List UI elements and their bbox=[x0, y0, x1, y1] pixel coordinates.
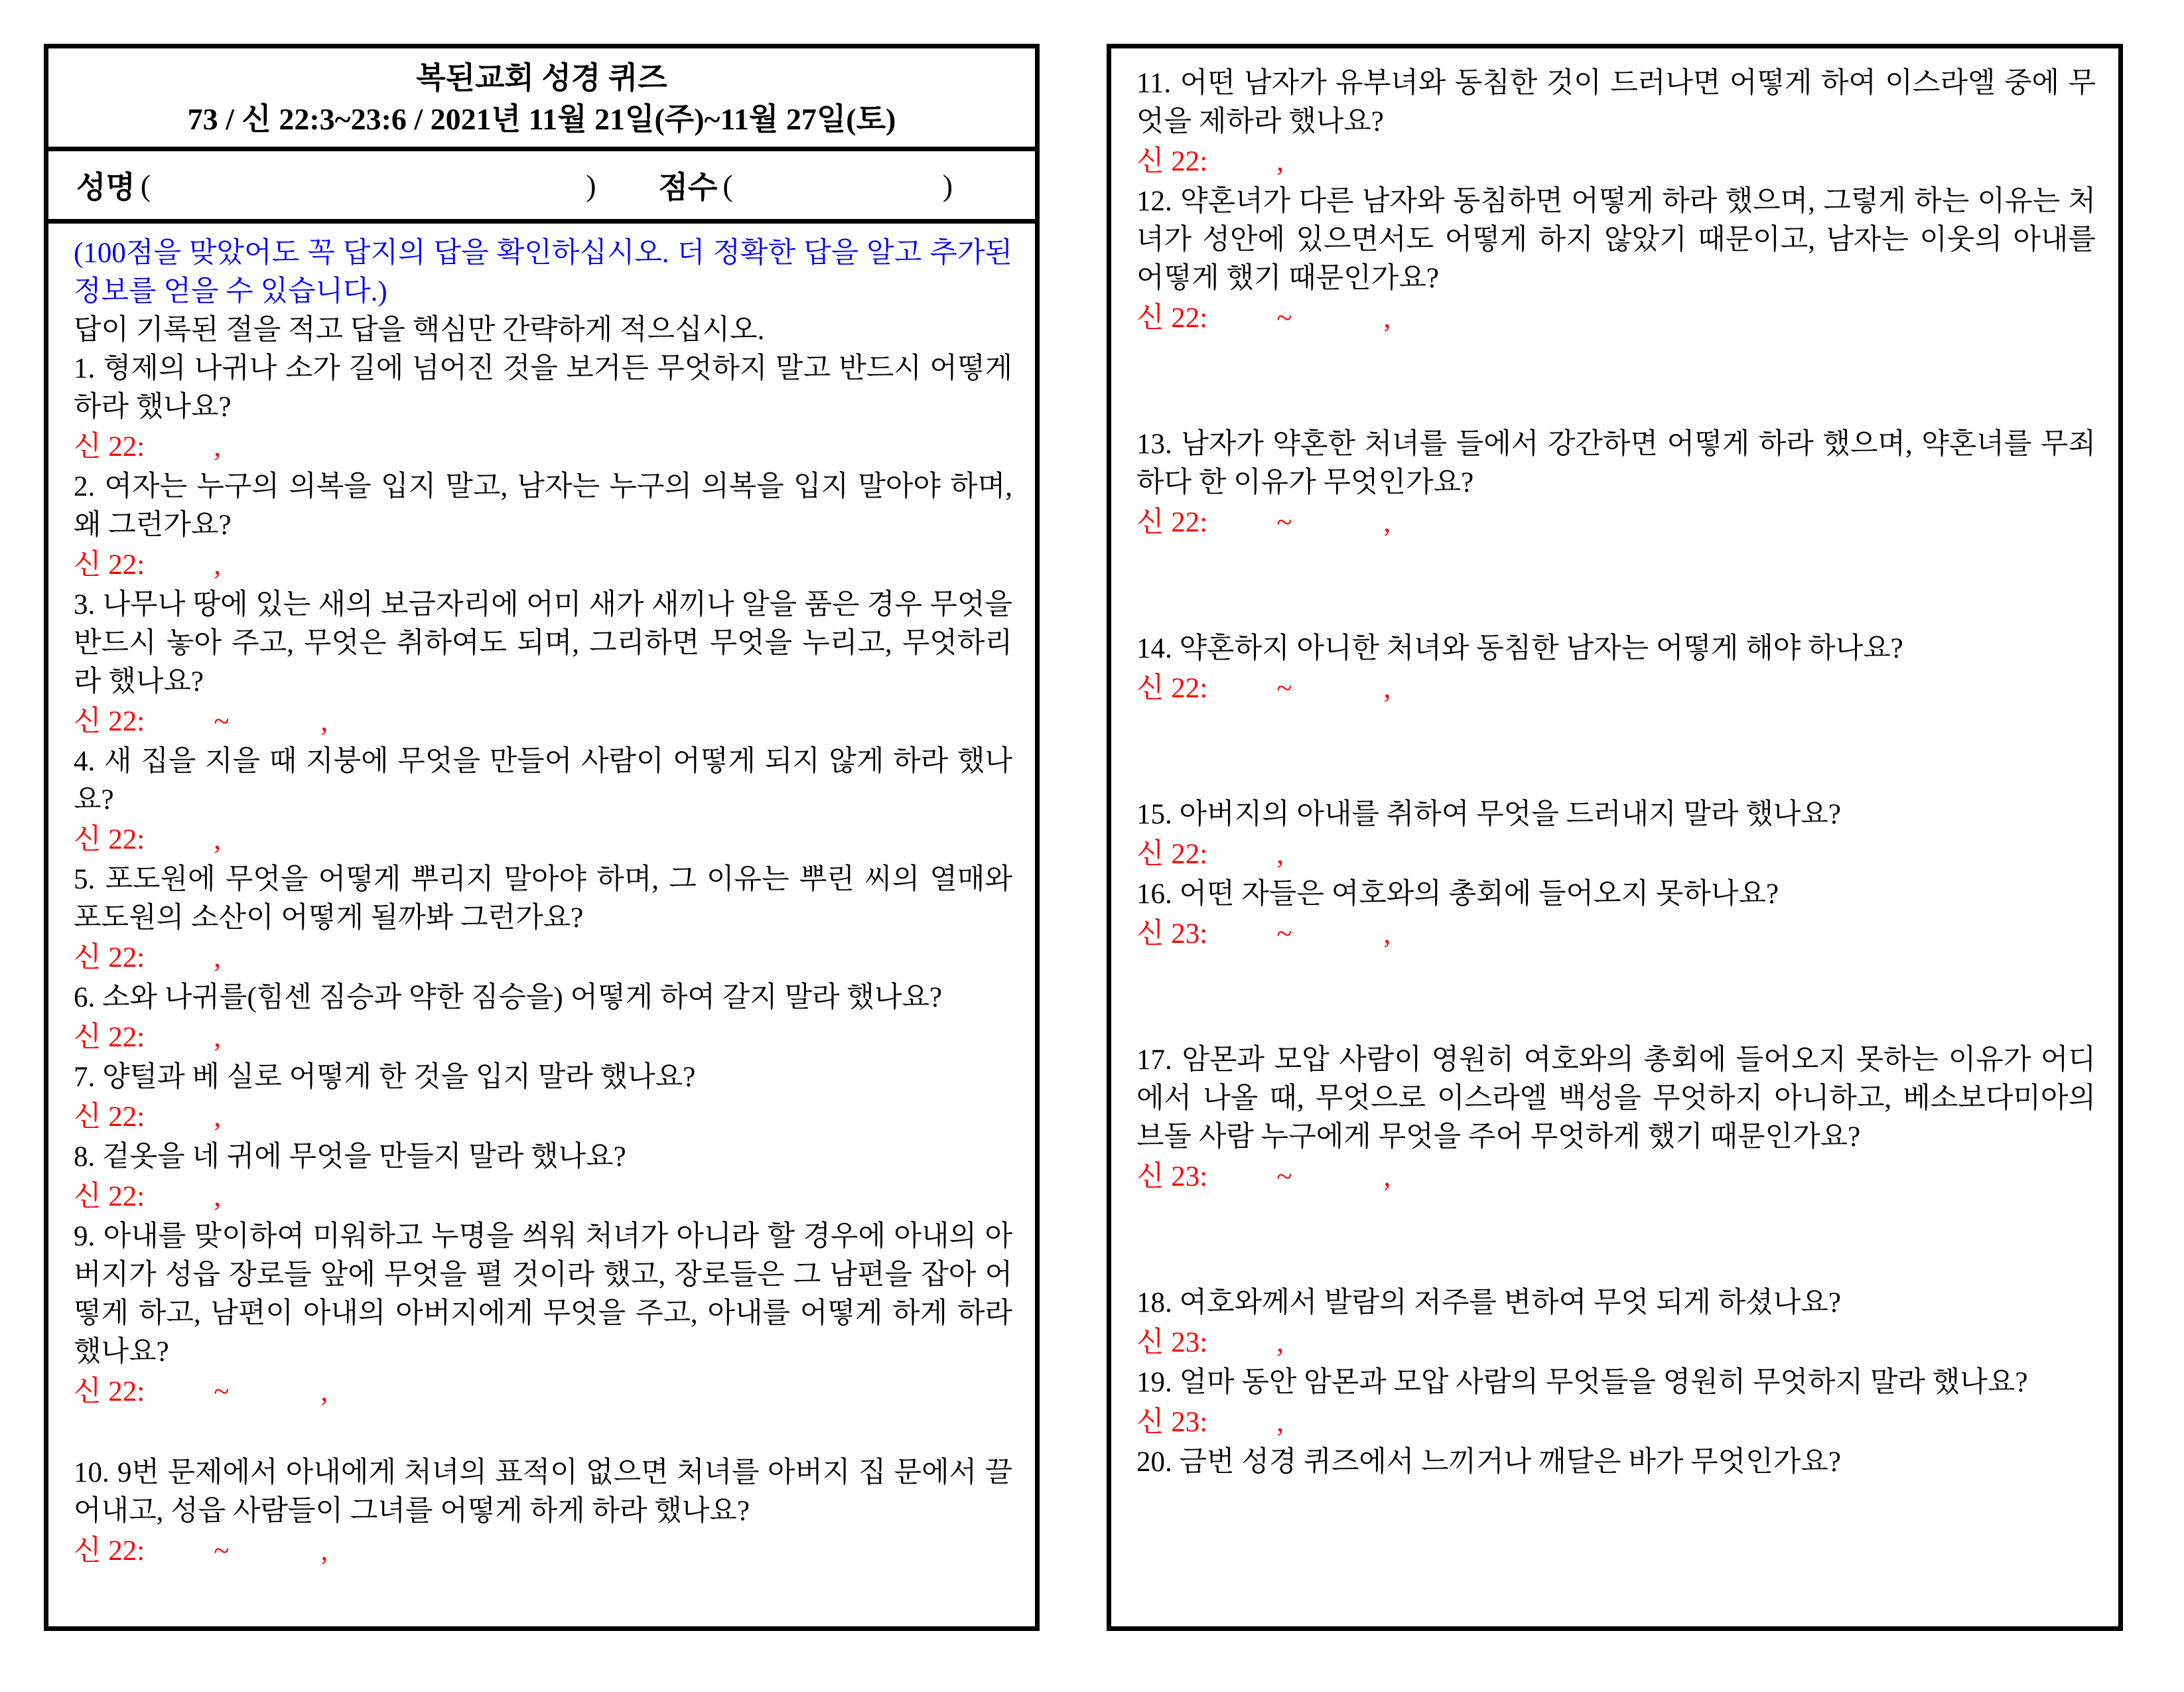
question-text: 12. 약혼녀가 다른 남자와 동침하면 어떻게 하라 했으며, 그렇게 하는 이유는 처녀가 성안에 있으면서도 어떻게 하지 않았기 때문이고, 남자는 이웃의 아내를 어떻게 했기 때문인가요? bbox=[1136, 186, 2096, 294]
answer-ref: 신 22: bbox=[1136, 507, 1208, 538]
answer-tilde: ~ bbox=[1276, 303, 1292, 334]
quiz-title: 복된교회 성경 퀴즈 bbox=[416, 61, 667, 95]
name-label: 성명 bbox=[76, 171, 135, 204]
answer-ref: 신 22: bbox=[74, 1101, 145, 1133]
answer-ref: 신 22: bbox=[74, 706, 145, 737]
question-text: 19. 얼마 동안 암몬과 모압 사람의 무엇들을 영원히 무엇하지 말라 했나요? bbox=[1136, 1367, 2028, 1398]
quiz-header bbox=[48, 48, 1035, 151]
answer-ref: 신 22: bbox=[74, 824, 145, 855]
answer-reference-line bbox=[1136, 1158, 2096, 1196]
question-text: 8. 겉옷을 네 귀에 무엇을 만들지 말라 했나요? bbox=[74, 1141, 626, 1172]
answer-comma: , bbox=[1383, 303, 1391, 334]
question-text: 3. 나무나 땅에 있는 새의 보금자리에 어미 새가 새끼나 알을 품은 경우 무엇을 반드시 놓아 주고, 무엇은 취하여도 되며, 그리하면 무엇을 누리고, 무엇하리라 했나요? bbox=[74, 589, 1012, 697]
question-text: 9. 아내를 맞이하여 미워하고 누명을 씌워 처녀가 아니라 할 경우에 아내의 아버지가 성읍 장로들 앞에 무엇을 펼 것이라 했고, 장로들은 그 남편을 잡아 어떻게 하고, 남편이 아내의 아버지에게 무엇을 주고, 아내를 어떻게 하게 하라 했나요? bbox=[74, 1221, 1012, 1368]
answer-ref: 신 22: bbox=[1136, 839, 1208, 870]
score-paren-open: ( bbox=[722, 168, 733, 202]
left-content bbox=[48, 224, 1035, 1571]
answer-comma: , bbox=[214, 1022, 221, 1053]
answer-comma: , bbox=[320, 1376, 328, 1407]
answer-tilde: ~ bbox=[214, 1376, 230, 1407]
answer-tilde: ~ bbox=[214, 706, 230, 737]
question-text: 4. 새 집을 지을 때 지붕에 무엇을 만들어 사람이 어떻게 되지 않게 하라 했나요? bbox=[74, 746, 1012, 815]
answer-ref: 신 22: bbox=[74, 1376, 145, 1407]
answer-comma: , bbox=[1383, 507, 1391, 538]
question-text: 14. 약혼하지 아니한 처녀와 동침한 남자는 어떻게 해야 하나요? bbox=[1136, 633, 1903, 664]
question-list-left bbox=[74, 350, 1012, 1571]
answer-ref: 신 23: bbox=[1136, 1327, 1208, 1358]
answer-reference-line bbox=[74, 1098, 1012, 1137]
question-text: 20. 금번 성경 퀴즈에서 느끼거나 깨달은 바가 무엇인가요? bbox=[1136, 1446, 1841, 1478]
answer-ref: 신 23: bbox=[1136, 918, 1208, 950]
answer-comma: , bbox=[214, 1181, 221, 1212]
answer-reference-line bbox=[1136, 835, 2096, 874]
quiz-subtitle: 73 / 신 22:3~23:6 / 2021년 11월 21일(주)~11월 27일(토) bbox=[187, 102, 896, 136]
answer-reference-line bbox=[74, 1019, 1012, 1057]
answer-ref: 신 22: bbox=[74, 549, 145, 581]
answer-comma: , bbox=[1383, 918, 1391, 950]
answer-reference-line bbox=[74, 1373, 1012, 1411]
answer-comma: , bbox=[1276, 839, 1284, 870]
answer-ref: 신 22: bbox=[74, 1022, 145, 1053]
answer-tilde: ~ bbox=[1276, 673, 1292, 704]
answer-reference-line bbox=[1136, 1324, 2096, 1362]
answer-ref: 신 22: bbox=[1136, 673, 1208, 704]
answer-reference-line bbox=[74, 939, 1012, 977]
answer-tilde: ~ bbox=[1276, 507, 1292, 538]
score-paren-close: ) bbox=[942, 168, 953, 202]
answer-ref: 신 22: bbox=[1136, 146, 1208, 177]
answer-comma: , bbox=[1276, 1327, 1284, 1358]
question-text: 15. 아버지의 아내를 취하여 무엇을 드러내지 말라 했나요? bbox=[1136, 799, 1841, 830]
answer-reference-line bbox=[74, 1178, 1012, 1216]
answer-reference-line bbox=[1136, 915, 2096, 953]
answer-reference-line bbox=[74, 546, 1012, 585]
answer-reference-line bbox=[1136, 504, 2096, 542]
question-text: 2. 여자는 누구의 의복을 입지 말고, 남자는 누구의 의복을 입지 말아야 하며, 왜 그런가요? bbox=[74, 471, 1012, 541]
question-text: 5. 포도원에 무엇을 어떻게 뿌리지 말아야 하며, 그 이유는 뿌린 씨의 열매와 포도원의 소산이 어떻게 될까봐 그런가요? bbox=[74, 864, 1012, 934]
answer-comma: , bbox=[320, 1535, 328, 1567]
question-text: 16. 어떤 자들은 여호와의 총회에 들어오지 못하나요? bbox=[1136, 879, 1779, 910]
answer-reference-line bbox=[1136, 143, 2096, 181]
answer-ref: 신 22: bbox=[74, 431, 145, 462]
name-paren-open: ( bbox=[140, 168, 151, 202]
answer-comma: , bbox=[1276, 146, 1284, 177]
question-text: 1. 형제의 나귀나 소가 길에 넘어진 것을 보거든 무엇하지 말고 반드시 어떻게 하라 했나요? bbox=[74, 353, 1012, 423]
answer-comma: , bbox=[214, 549, 221, 581]
answer-tilde: ~ bbox=[1276, 1161, 1292, 1192]
answer-ref: 신 22: bbox=[74, 1181, 145, 1212]
answer-reference-line bbox=[1136, 670, 2096, 708]
answer-reference-line bbox=[1136, 1403, 2096, 1442]
right-content bbox=[1111, 48, 2118, 1482]
answer-ref: 신 23: bbox=[1136, 1407, 1208, 1438]
question-list-right bbox=[1136, 64, 2096, 1482]
question-text: 11. 어떤 남자가 유부녀와 동침한 것이 드러나면 어떻게 하여 이스라엘 중에 무엇을 제하라 했나요? bbox=[1136, 68, 2096, 137]
quiz-page-right bbox=[1107, 44, 2123, 1631]
answer-reference-line bbox=[74, 821, 1012, 859]
answer-ref: 신 23: bbox=[1136, 1161, 1208, 1192]
answer-reference-line bbox=[74, 703, 1012, 741]
instruction-text: 답이 기록된 절을 적고 답을 핵심만 간략하게 적으십시오. bbox=[74, 315, 765, 346]
answer-tilde: ~ bbox=[1276, 918, 1292, 950]
notice-text: (100점을 맞았어도 꼭 답지의 답을 확인하십시오. 더 정확한 답을 알고 추가된 정보를 얻을 수 있습니다.) bbox=[74, 238, 1012, 307]
answer-reference-line bbox=[1136, 299, 2096, 338]
question-text: 17. 암몬과 모압 사람이 영원히 여호와의 총회에 들어오지 못하는 이유가 어디에서 나올 때, 무엇으로 이스라엘 백성을 무엇하지 아니하고, 베소보다미아의 브돌 사람 누구에게 무엇을 주어 무엇하게 했기 때문인가요? bbox=[1136, 1044, 2096, 1153]
answer-comma: , bbox=[214, 431, 221, 462]
answer-comma: , bbox=[214, 1101, 221, 1133]
answer-comma: , bbox=[1383, 1161, 1391, 1192]
answer-tilde: ~ bbox=[214, 1535, 230, 1567]
answer-comma: , bbox=[320, 706, 328, 737]
answer-reference-line bbox=[74, 428, 1012, 466]
question-text: 6. 소와 나귀를(힘센 짐승과 약한 짐승을) 어떻게 하여 갈지 말라 했나요? bbox=[74, 982, 942, 1013]
name-score-row bbox=[48, 151, 1035, 224]
question-text: 7. 양털과 베 실로 어떻게 한 것을 입지 말라 했나요? bbox=[74, 1062, 696, 1093]
answer-ref: 신 22: bbox=[74, 1535, 145, 1567]
question-text: 18. 여호와께서 발람의 저주를 변하여 무엇 되게 하셨나요? bbox=[1136, 1287, 1841, 1318]
name-paren-close: ) bbox=[586, 168, 596, 202]
answer-comma: , bbox=[214, 824, 221, 855]
answer-comma: , bbox=[1276, 1407, 1284, 1438]
score-label: 점수 bbox=[658, 171, 718, 204]
question-text: 13. 남자가 약혼한 처녀를 들에서 강간하면 어떻게 하라 했으며, 약혼녀를 무죄하다 한 이유가 무엇인가요? bbox=[1136, 429, 2096, 498]
answer-ref: 신 22: bbox=[1136, 303, 1208, 334]
answer-ref: 신 22: bbox=[74, 942, 145, 973]
quiz-page-left bbox=[44, 44, 1040, 1631]
question-text: 10. 9번 문제에서 아내에게 처녀의 표적이 없으면 처녀를 아버지 집 문에서 끌어내고, 성읍 사람들이 그녀를 어떻게 하게 하라 했나요? bbox=[74, 1457, 1012, 1527]
answer-comma: , bbox=[1383, 673, 1391, 704]
answer-reference-line bbox=[74, 1532, 1012, 1571]
answer-comma: , bbox=[214, 942, 221, 973]
